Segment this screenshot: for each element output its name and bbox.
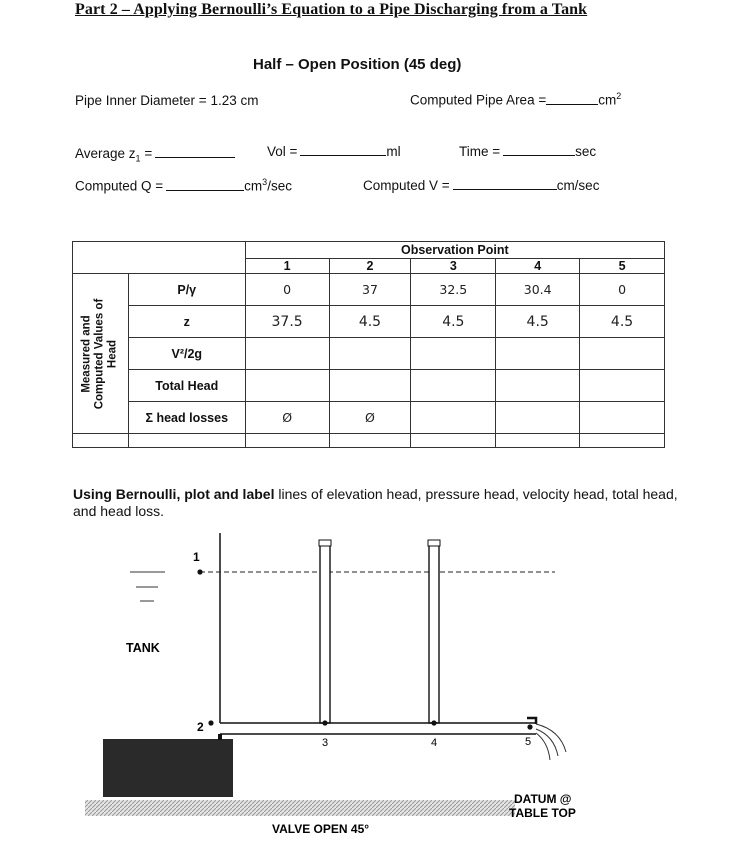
cell-losses-3[interactable] — [411, 402, 496, 434]
v-label: Computed V = — [363, 178, 450, 193]
cell-pressure-4[interactable]: 30.4 — [496, 274, 580, 306]
cell-total-2[interactable] — [329, 370, 411, 402]
cell-elevation-5[interactable]: 4.5 — [580, 306, 665, 338]
side-label-line1: Measured and — [80, 314, 93, 393]
q-unit-sup: 3 — [262, 177, 268, 187]
point-label-3: 3 — [322, 737, 329, 749]
cell-elevation-3[interactable]: 4.5 — [411, 306, 496, 338]
cell-losses-2[interactable]: Ø — [329, 402, 411, 434]
avg-z-eq: = — [140, 146, 153, 161]
point-header-3: 3 — [411, 259, 496, 274]
table-footer-cell — [580, 434, 665, 448]
cell-velocity-4[interactable] — [496, 338, 580, 370]
discharge-stream — [536, 724, 566, 752]
row-label-velocity-head: V²/2g — [128, 338, 245, 370]
table-footer-cell — [411, 434, 496, 448]
time-field — [459, 143, 596, 159]
pipe-joint — [218, 734, 222, 740]
time-label: Time = — [459, 144, 501, 159]
row-label-pressure: P/γ — [128, 274, 245, 306]
cell-elevation-2[interactable]: 4.5 — [329, 306, 411, 338]
vol-label: Vol = — [267, 144, 298, 159]
table-corner — [73, 242, 246, 274]
q-label: Computed Q = — [75, 178, 164, 194]
point-header-1: 1 — [245, 259, 329, 274]
vol-unit: ml — [386, 144, 401, 159]
pipe-area-unit: cm — [598, 92, 617, 108]
table-top-hatch — [85, 800, 515, 816]
cell-elevation-1[interactable]: 37.5 — [245, 306, 329, 338]
row-label-head-losses: Σ head losses — [128, 402, 245, 434]
point-label-4: 4 — [431, 737, 438, 749]
cell-velocity-5[interactable] — [580, 338, 665, 370]
pipe-area-unit-sup: 2 — [616, 91, 622, 101]
tank-label: TANK — [126, 641, 160, 655]
point-header-2: 2 — [329, 259, 411, 274]
piezometer-tube-4 — [429, 543, 439, 723]
table-footer-cell — [496, 434, 580, 448]
pipe-area-blank[interactable] — [546, 92, 598, 105]
side-label — [81, 298, 120, 409]
time-blank[interactable] — [503, 143, 575, 156]
cell-pressure-1[interactable]: 0 — [245, 274, 329, 306]
position-title: Half – Open Position (45 deg) — [253, 56, 462, 73]
table-footer-cell — [128, 434, 245, 448]
instructions-rest: lines of elevation head, pressure head, velocity head, total head, and head loss. — [73, 486, 678, 519]
tube-cap — [319, 540, 331, 546]
apparatus-diagram — [0, 520, 743, 844]
cell-velocity-3[interactable] — [411, 338, 496, 370]
side-label-line3: Head — [106, 339, 119, 368]
datum-label-line2: TABLE TOP — [509, 806, 576, 820]
point-marker-2 — [208, 720, 213, 725]
piezometer-tube-3 — [320, 543, 330, 723]
tube-cap — [428, 540, 440, 546]
pipe-area-field — [410, 91, 621, 108]
vol-field — [267, 143, 401, 159]
support-block — [103, 739, 233, 797]
instructions — [73, 486, 693, 520]
cell-losses-4[interactable] — [496, 402, 580, 434]
point-marker-4 — [431, 720, 436, 725]
q-unit: cm — [244, 178, 263, 194]
v-field — [363, 177, 599, 193]
avg-z-field — [75, 145, 235, 164]
point-label-5: 5 — [525, 736, 532, 748]
valve-label: VALVE OPEN 45° — [272, 822, 370, 836]
time-unit: sec — [575, 144, 597, 159]
q-blank[interactable] — [166, 178, 244, 191]
cell-losses-1[interactable]: Ø — [245, 402, 329, 434]
side-label-line2: Computed Values of — [93, 298, 106, 409]
cell-velocity-2[interactable] — [329, 338, 411, 370]
part-title: Part 2 – Applying Bernoulli’s Equation to a Pipe Discharging from a Tank — [75, 1, 588, 18]
point-marker-5 — [527, 724, 532, 729]
point-header-4: 4 — [496, 259, 580, 274]
observation-point-header: Observation Point — [245, 242, 664, 259]
q-unit-tail: /sec — [267, 178, 292, 194]
point-label-1: 1 — [193, 550, 200, 564]
cell-total-5[interactable] — [580, 370, 665, 402]
vol-blank[interactable] — [300, 143, 386, 156]
q-field — [75, 177, 292, 194]
cell-total-1[interactable] — [245, 370, 329, 402]
cell-pressure-3[interactable]: 32.5 — [411, 274, 496, 306]
row-label-total-head: Total Head — [128, 370, 245, 402]
cell-velocity-1[interactable] — [245, 338, 329, 370]
cell-total-4[interactable] — [496, 370, 580, 402]
cell-losses-5[interactable] — [580, 402, 665, 434]
avg-z-label: Average z — [75, 146, 136, 161]
point-header-5: 5 — [580, 259, 665, 274]
cell-elevation-4[interactable]: 4.5 — [496, 306, 580, 338]
avg-z-sub: 1 — [135, 153, 141, 164]
v-unit: cm/sec — [556, 178, 600, 193]
table-footer-cell — [73, 434, 129, 448]
pipe-diameter-text: Pipe Inner Diameter = 1.23 cm — [75, 93, 259, 108]
side-label-cell — [73, 274, 129, 434]
v-blank[interactable] — [453, 177, 557, 190]
avg-z-blank[interactable] — [155, 145, 235, 158]
point-marker-1 — [197, 569, 202, 574]
cell-total-3[interactable] — [411, 370, 496, 402]
datum-label-line1: DATUM @ — [514, 792, 572, 806]
point-label-2: 2 — [197, 720, 204, 734]
cell-pressure-5[interactable]: 0 — [580, 274, 665, 306]
table-footer-cell — [245, 434, 329, 448]
table-footer-cell — [329, 434, 411, 448]
instructions-bold: Using Bernoulli, plot and label — [73, 486, 275, 502]
cell-pressure-2[interactable]: 37 — [329, 274, 411, 306]
point-marker-3 — [322, 720, 327, 725]
row-label-elevation: z — [128, 306, 245, 338]
pipe-area-label: Computed Pipe Area = — [410, 92, 547, 108]
observation-table — [72, 241, 665, 448]
